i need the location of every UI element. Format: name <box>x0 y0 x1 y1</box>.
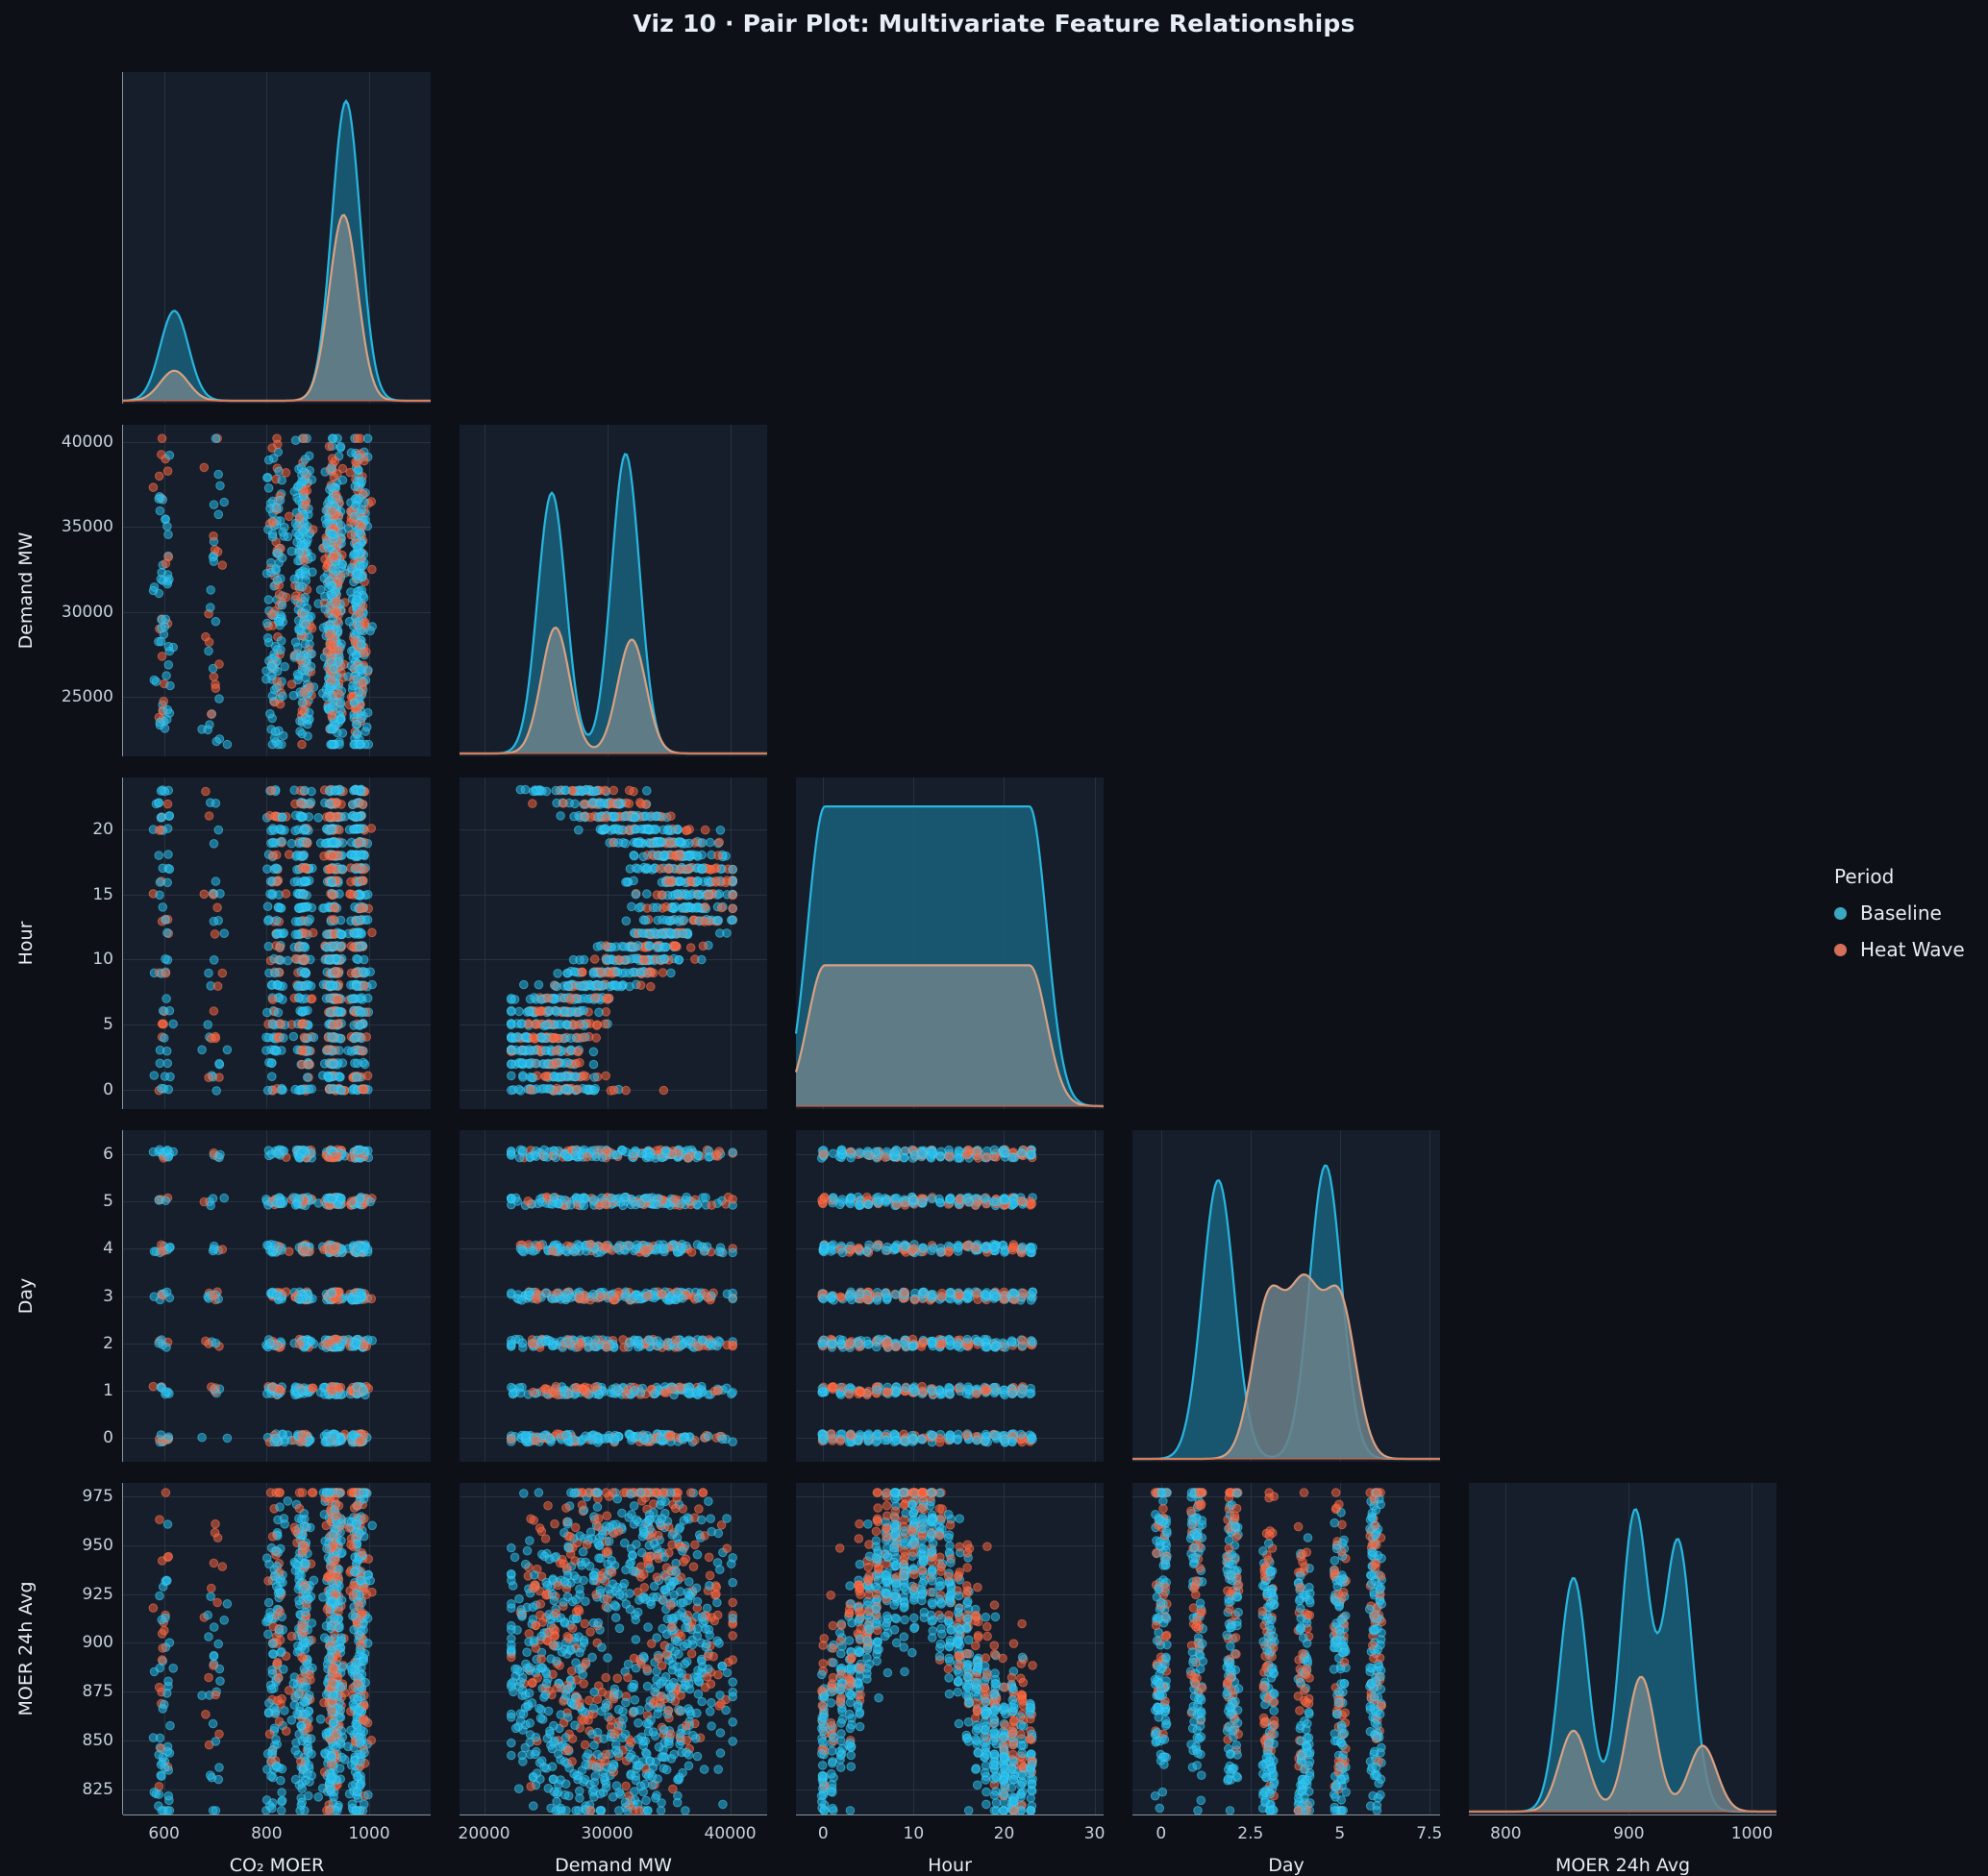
y-axis-label-moer24: MOER 24h Avg <box>15 1483 37 1814</box>
tick-label: 825 <box>31 1780 113 1799</box>
panel-demand-vs-demand <box>460 425 767 756</box>
tick-label: 15 <box>31 885 113 904</box>
scatter-hour-demand <box>460 778 767 1109</box>
tick-label: 5 <box>31 1192 113 1211</box>
tick-label: 20 <box>994 1824 1015 1843</box>
kde-hour <box>796 778 1104 1109</box>
scatter-hour-moer <box>123 778 431 1109</box>
tick-label: 5 <box>31 1015 113 1034</box>
x-ticklabels-moer <box>123 1824 431 1847</box>
axis-spine <box>122 1483 123 1814</box>
tick-label: 3 <box>31 1287 113 1306</box>
tick-label: 7.5 <box>1416 1824 1442 1843</box>
tick-label: 950 <box>31 1536 113 1555</box>
panel-day-vs-hour <box>796 1130 1104 1462</box>
axis-spine <box>123 1814 431 1815</box>
x-axis-label-demand: Demand MW <box>460 1855 767 1876</box>
tick-label: 900 <box>31 1633 113 1652</box>
tick-label: 40000 <box>705 1824 757 1843</box>
scatter-day-moer <box>123 1130 431 1462</box>
tick-label: 10 <box>904 1824 925 1843</box>
legend-label-baseline: Baseline <box>1860 901 1942 925</box>
tick-label: 0 <box>818 1824 829 1843</box>
panel-day-vs-demand <box>460 1130 767 1462</box>
tick-label: 10 <box>31 950 113 969</box>
tick-label: 25000 <box>31 687 113 706</box>
y-axis-label-demand: Demand MW <box>15 425 37 756</box>
scatter-demand-moer <box>123 425 431 756</box>
tick-label: 1000 <box>348 1824 389 1843</box>
legend-swatch-heat-wave <box>1834 944 1847 956</box>
x-ticklabels-day <box>1132 1824 1440 1847</box>
tick-label: 4 <box>31 1239 113 1258</box>
legend <box>1834 865 1965 975</box>
kde-day <box>1132 1130 1440 1462</box>
panel-day-vs-day <box>1132 1130 1440 1462</box>
legend-title: Period <box>1834 865 1965 888</box>
legend-item-baseline[interactable] <box>1834 901 1965 925</box>
panel-hour-vs-demand <box>460 778 767 1109</box>
tick-label: 2.5 <box>1237 1824 1263 1843</box>
legend-label-heat-wave: Heat Wave <box>1860 938 1965 961</box>
tick-label: 0 <box>1156 1824 1166 1843</box>
x-axis-label-moer24: MOER 24h Avg <box>1469 1855 1777 1876</box>
x-ticklabels-demand <box>460 1824 767 1847</box>
scatter-moer24-hour <box>796 1483 1104 1814</box>
tick-label: 925 <box>31 1585 113 1604</box>
axis-spine <box>1469 1814 1777 1815</box>
legend-swatch-baseline <box>1834 907 1847 920</box>
scatter-moer24-demand <box>460 1483 767 1814</box>
tick-label: 1000 <box>1731 1824 1773 1843</box>
panel-moer24-vs-moer <box>123 1483 431 1814</box>
kde-moer24 <box>1469 1483 1777 1814</box>
tick-label: 20 <box>31 820 113 839</box>
scatter-moer24-moer <box>123 1483 431 1814</box>
x-ticklabels-hour <box>796 1824 1104 1847</box>
x-axis-label-moer: CO₂ MOER <box>123 1855 431 1876</box>
panel-hour-vs-hour <box>796 778 1104 1109</box>
panel-moer24-vs-moer24 <box>1469 1483 1777 1814</box>
panel-moer24-vs-hour <box>796 1483 1104 1814</box>
y-ticklabels-day <box>31 1130 113 1462</box>
tick-label: 40000 <box>31 432 113 452</box>
axis-spine <box>1132 1814 1440 1815</box>
scatter-day-demand <box>460 1130 767 1462</box>
tick-label: 30 <box>1084 1824 1106 1843</box>
kde-moer <box>123 72 431 404</box>
x-axis-label-day: Day <box>1132 1855 1440 1876</box>
panel-day-vs-moer <box>123 1130 431 1462</box>
y-ticklabels-hour <box>31 778 113 1109</box>
scatter-moer24-day <box>1132 1483 1440 1814</box>
panel-hour-vs-moer <box>123 778 431 1109</box>
panel-moer24-vs-demand <box>460 1483 767 1814</box>
kde-demand <box>460 425 767 756</box>
tick-label: 0 <box>31 1080 113 1099</box>
axis-spine <box>796 1814 1104 1815</box>
panel-demand-vs-moer <box>123 425 431 756</box>
tick-label: 0 <box>31 1428 113 1447</box>
tick-label: 30000 <box>31 603 113 622</box>
tick-label: 2 <box>31 1334 113 1353</box>
y-ticklabels-moer24 <box>31 1483 113 1814</box>
tick-label: 35000 <box>31 517 113 536</box>
legend-item-heat-wave[interactable] <box>1834 938 1965 961</box>
y-axis-label-day: Day <box>15 1130 37 1462</box>
tick-label: 6 <box>31 1145 113 1164</box>
x-ticklabels-moer24 <box>1469 1824 1777 1847</box>
axis-spine <box>460 1814 767 1815</box>
tick-label: 850 <box>31 1731 113 1750</box>
tick-label: 20000 <box>459 1824 510 1843</box>
y-ticklabels-demand <box>31 425 113 756</box>
panel-moer-vs-moer <box>123 72 431 404</box>
x-axis-label-hour: Hour <box>796 1855 1104 1876</box>
tick-label: 875 <box>31 1682 113 1701</box>
panel-moer24-vs-day <box>1132 1483 1440 1814</box>
tick-label: 5 <box>1334 1824 1345 1843</box>
y-axis-label-hour: Hour <box>15 778 37 1109</box>
tick-label: 1 <box>31 1381 113 1400</box>
tick-label: 800 <box>251 1824 282 1843</box>
scatter-day-hour <box>796 1130 1104 1462</box>
tick-label: 30000 <box>582 1824 634 1843</box>
page-title: Viz 10 · Pair Plot: Multivariate Feature Relationships <box>0 10 1988 37</box>
axis-spine <box>122 72 123 404</box>
axis-spine <box>122 778 123 1109</box>
axis-spine <box>122 1130 123 1462</box>
tick-label: 600 <box>148 1824 179 1843</box>
tick-label: 800 <box>1490 1824 1521 1843</box>
tick-label: 900 <box>1613 1824 1644 1843</box>
tick-label: 975 <box>31 1487 113 1506</box>
axis-spine <box>122 425 123 756</box>
